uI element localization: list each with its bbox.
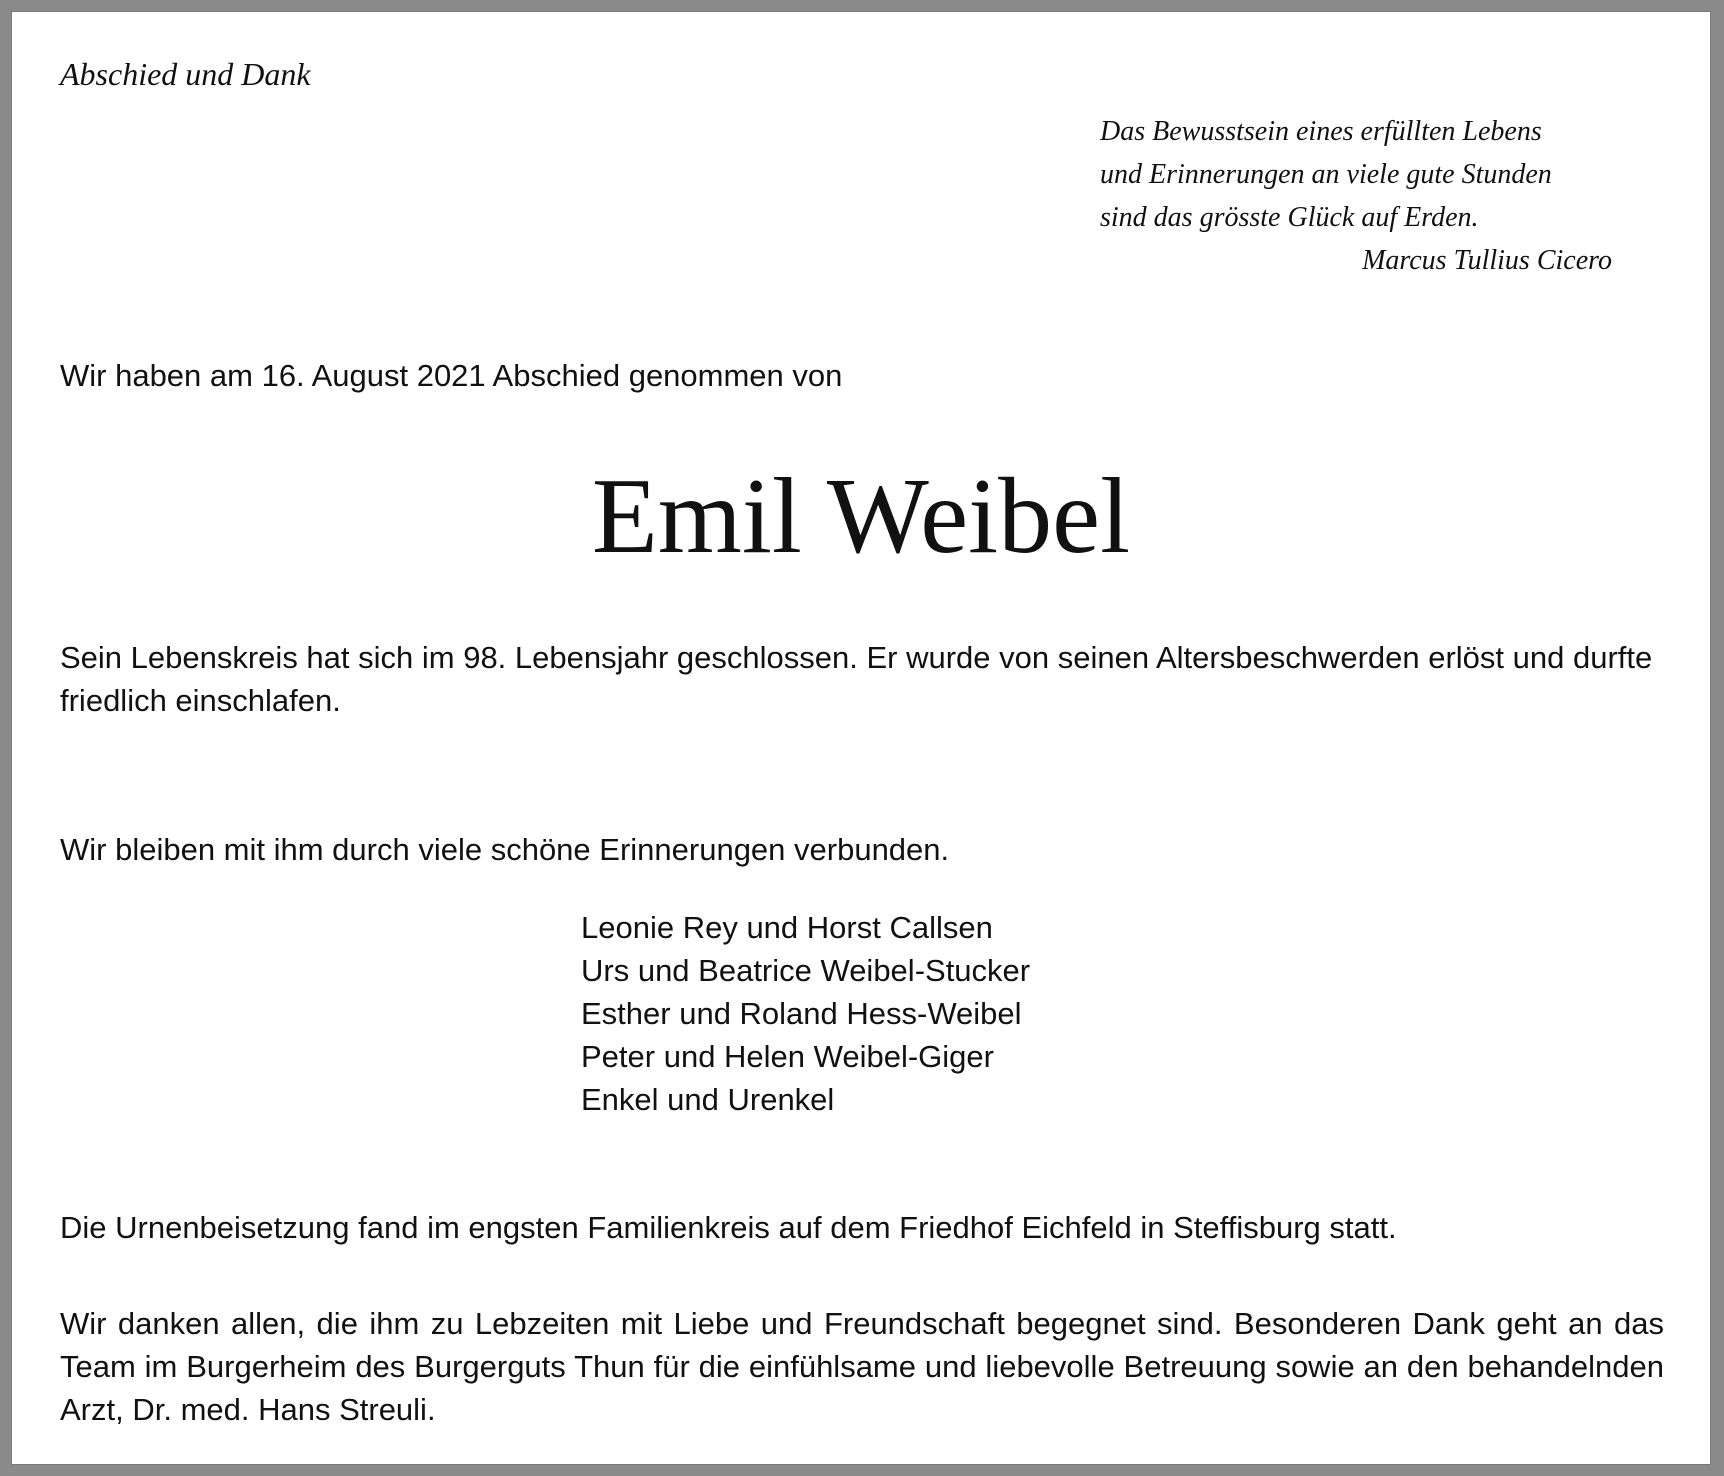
quote-line: Das Bewusstsein eines erfüllten Lebens: [1100, 116, 1542, 147]
thanks-paragraph: Wir danken allen, die ihm zu Lebzeiten mit Liebe und Freundschaft begegnet sind. Besonderen Dank geht an das Team im Burgerheim des Burgerguts Thun für die einfühlsame und liebevolle Betreuung sowie an den behandelnden Arzt, Dr. med. Hans Streuli.: [60, 1306, 1664, 1427]
mourner-entry: Enkel und Urenkel: [581, 1082, 835, 1117]
mourner-entry: Peter und Helen Weibel-Giger: [581, 1039, 994, 1074]
deceased-name: Emil Weibel: [591, 457, 1131, 576]
life-paragraph: Sein Lebenskreis hat sich im 98. Lebensjahr geschlossen. Er wurde von seinen Altersbeschwerden erlöst und durfte friedlich einschlafen.: [60, 640, 1653, 718]
quote-line: und Erinnerungen an viele gute Stunden: [1100, 159, 1552, 190]
intro-line: Wir haben am 16. August 2021 Abschied genommen von: [60, 358, 843, 393]
quote-author: Marcus Tullius Cicero: [1362, 245, 1612, 276]
quote-line: sind das grösste Glück auf Erden.: [1100, 202, 1479, 233]
obituary-notice: [12, 12, 1710, 1464]
notice-heading: Abschied und Dank: [60, 56, 311, 92]
burial-paragraph: Die Urnenbeisetzung fand im engsten Familienkreis auf dem Friedhof Eichfeld in Steffisburg statt.: [60, 1210, 1397, 1245]
mourner-entry: Urs und Beatrice Weibel-Stucker: [581, 953, 1031, 988]
mourners-list: [581, 906, 1030, 1121]
mourner-entry: Esther und Roland Hess-Weibel: [581, 996, 1022, 1031]
cicero-quote: [1100, 110, 1620, 282]
mourner-entry: Leonie Rey und Horst Callsen: [581, 910, 993, 945]
memories-paragraph: Wir bleiben mit ihm durch viele schöne Erinnerungen verbunden.: [60, 832, 950, 867]
